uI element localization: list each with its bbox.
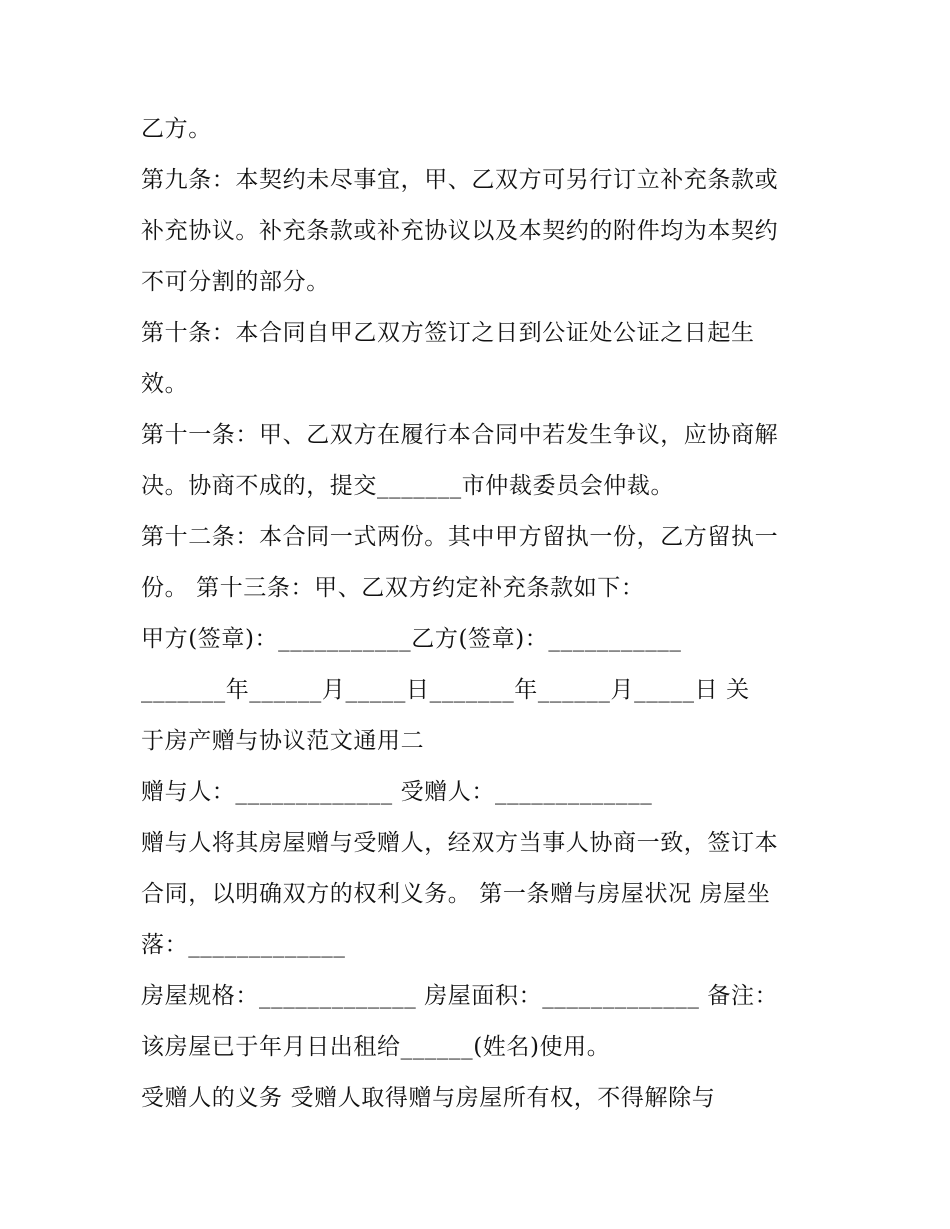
date-line: _______年______月_____日_______年______月_____日 关 [141, 677, 750, 703]
text-line: 补充协议。补充条款或补充协议以及本契约的附件均为本契约 [141, 218, 779, 244]
text-line: 房屋规格：_____________ 房屋面积：_____________ 备注： [141, 983, 779, 1009]
parties-line: 赠与人：_____________ 受赠人：_____________ [141, 779, 653, 805]
text-line: 赠与人将其房屋赠与受赠人，经双方当事人协商一致，签订本 [141, 830, 779, 856]
text-line: 受赠人的义务 受赠人取得赠与房屋所有权，不得解除与 [141, 1085, 716, 1111]
section-title: 于房产赠与协议范文通用二 [141, 728, 425, 754]
text-line: 第十条：本合同自甲乙双方签订之日到公证处公证之日起生 [141, 320, 755, 346]
signature-line: 甲方(签章)：___________乙方(签章)：___________ [141, 626, 682, 652]
text-line: 第九条：本契约未尽事宜，甲、乙双方可另行订立补充条款或 [141, 167, 779, 193]
text-line: 该房屋已于年月日出租给______(姓名)使用。 [141, 1034, 611, 1060]
text-line: 份。 第十三条：甲、乙双方约定补充条款如下： [141, 575, 645, 601]
text-line: 第十一条：甲、乙双方在履行本合同中若发生争议，应协商解 [141, 422, 779, 448]
text-line: 乙方。 [141, 116, 212, 142]
text-line: 第十二条：本合同一式两份。其中甲方留执一份，乙方留执一 [141, 524, 779, 550]
text-line: 不可分割的部分。 [141, 269, 330, 295]
text-line: 决。协商不成的，提交_______市仲裁委员会仲裁。 [141, 473, 675, 499]
text-line: 效。 [141, 371, 189, 397]
text-line: 合同，以明确双方的权利义务。 第一条赠与房屋状况 房屋坐 [141, 881, 771, 907]
text-line: 落：_____________ [141, 932, 346, 958]
